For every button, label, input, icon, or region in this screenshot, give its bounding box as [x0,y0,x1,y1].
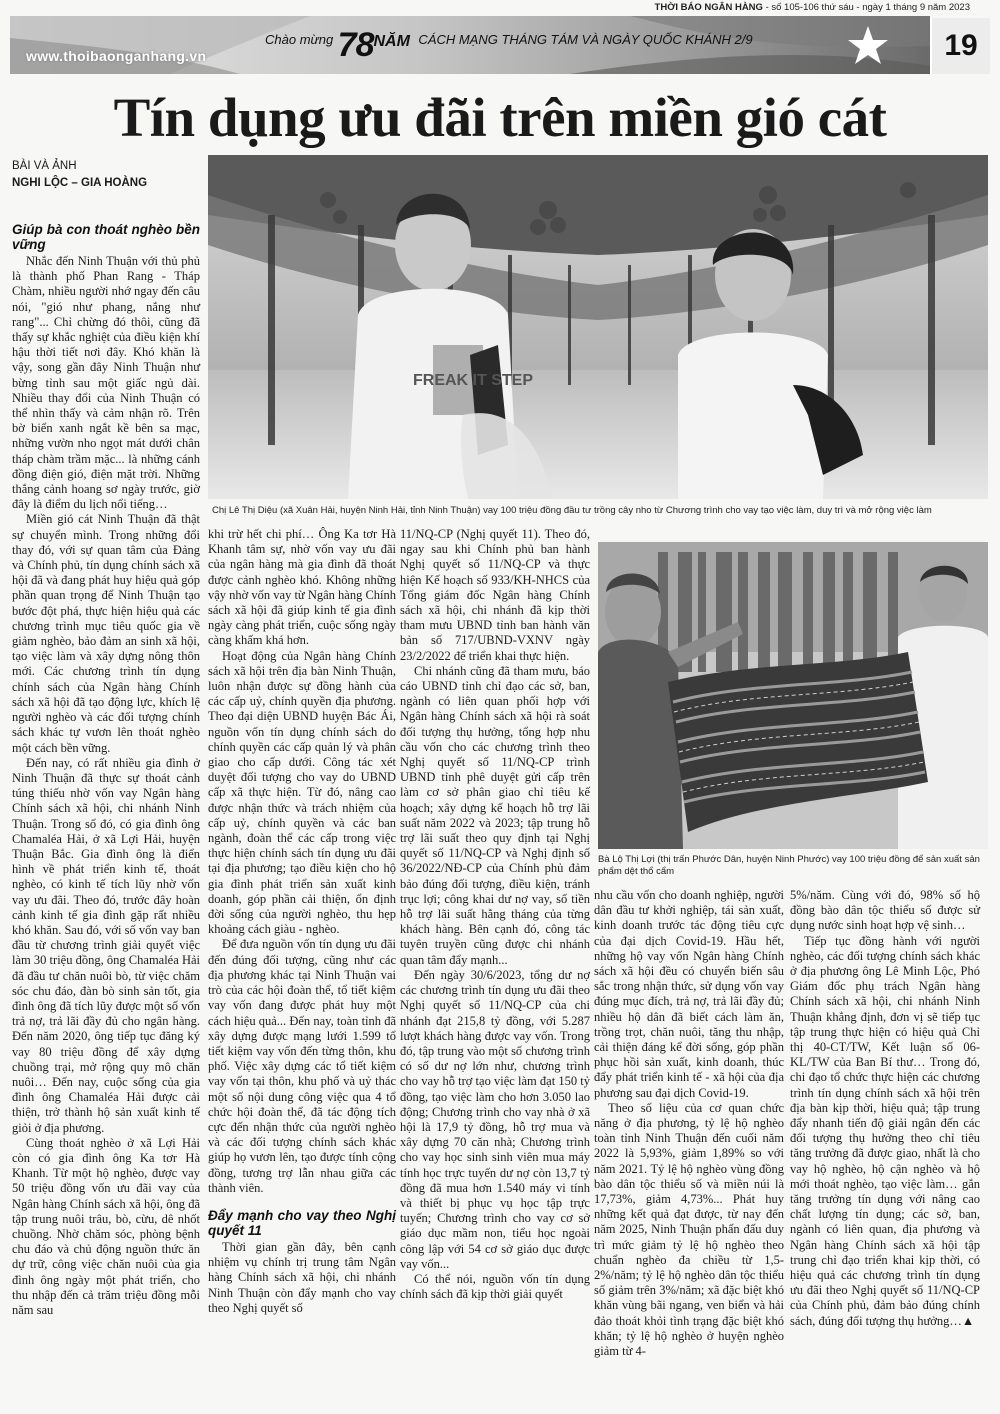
vineyard-illustration [208,155,988,499]
website-url[interactable]: www.thoibaonganhang.vn [26,48,207,64]
publication-name: THỜI BÁO NGÂN HÀNG [654,2,763,13]
paragraph: nhu cầu vốn cho doanh nghiệp, người dân đầu tư khởi nghiệp, tái sản xuất, kinh doanh trước tác động tiêu cực của đại dịch Covid-19. Hầu hết, những hộ vay vốn Ngân hàng Chính sách xã hội đều có chuyển biến sâu sắc trong nhận thức, sử dụng vốn vay đúng mục đích, trả nợ, trả lãi đầy đủ; nhiều hộ dân đã biết cách làm ăn, trồng trọt, chăn nuôi, tăng thu nhập, cải thiện đáng kể đời sống, góp phần phục hồi sản xuất, kinh doanh, thúc đẩy phát triển kinh tế - xã hội của địa phương sau đại dịch Covid-19. [594,888,784,1100]
page-number: 19 [930,18,990,74]
greeting-number: 78 [337,26,374,64]
anniversary-greeting [265,26,753,65]
paragraph: Nhắc đến Ninh Thuận với thủ phủ là thành phố Phan Rang - Tháp Chàm, nhiều người nhớ ngay đến câu nói, "gió như phang, nắng như rang"... Chỉ chừng đó thôi, cũng đã thấy sự khắc nghiệt của điều kiện khí hậu thời tiết nơi đây. Khó khăn là vậy, song gần đây Ninh Thuận như bừng tỉnh sau một giấc ngủ dài. Nhiều thay đổi của Ninh Thuận có thể nhìn thấy và cảm nhận rõ. Trên bờ biển xanh ngắt kề bên sa mạc, những vườn nho ngọt mát dưới chân tháp chàm trầm mặc... là những cánh đồng điện gió, điện mặt trời. Những thắng cảnh hoang sơ ngày trước, giờ đây là điểm du lịch nổi tiếng… [12,254,200,512]
article-column-1 [12,222,200,1318]
paragraph: Có thể nói, nguồn vốn tín dụng chính sách đã kịp thời giải quyết [400,1271,590,1302]
paragraph: Cùng thoát nghèo ở xã Lợi Hải còn có gia đình ông Ka tơr Hà Khanh. Từ một hộ nghèo, được vay 50 triệu đồng vốn ưu đãi vay của Ngân hàng Chính sách xã hội, ông đã tập trung nuôi trâu, bò, cừu, dê nhốt chuồng. Nhờ chăm sóc, phòng bệnh chu đáo và chủ động nguồn thức ăn dự trữ, công việc chăn nuôi của gia đình ông ngày một phát triển, cho thu nhập đến cả trăm triệu đồng mỗi năm sau [12,1135,200,1318]
paragraph: 11/NQ-CP (Nghị quyết 11). Theo đó, ngay sau khi Chính phủ ban hành Nghị quyết số 11/NQ-CP và thực hiện Kế hoạch số 933/KH-NHCS của Tổng giám đốc Ngân hàng Chính sách xã hội, chi nhánh đã kịp thời tham mưu UBND tỉnh ban hành văn bản số 717/UBND-VXNV ngày 23/2/2022 để triển khai thực hiện. [400,527,590,663]
masthead-info [655,2,970,13]
section-heading-2: Đẩy mạnh cho vay theo Nghị quyết 11 [208,1207,396,1238]
byline [12,158,147,192]
paragraph: Theo số liệu của cơ quan chức năng ở địa phương, tỷ lệ hộ nghèo toàn tỉnh Ninh Thuận đến cuối năm 2022 là 5,93%, giảm 1,89% so với năm 2021. Tỷ lệ hộ nghèo vùng đồng bào dân tộc thiểu số và miền núi là 17,73%, giảm 4,73%... Phát huy những kết quả đạt được, từ nay đến năm 2025, Ninh Thuận phấn đấu duy trì mức giảm tỷ lệ hộ nghèo theo chuẩn nghèo đa chiều từ 1,5-2%/năm; tỷ lệ hộ nghèo dân tộc thiểu số giảm trên 3%/năm; xã đặc biệt khó khăn vùng bãi ngang, ven biển và hải đảo thoát khỏi tình trạng đặc biệt khó khăn; tỷ lệ hộ nghèo ở huyện nghèo giảm từ 4- [594,1100,784,1359]
byline-authors: NGHI LỘC – GIA HOÀNG [12,177,148,189]
paragraph: Thời gian gần đây, bên cạnh nhiệm vụ chính trị trung tâm Ngân hàng Chính sách xã hội, chi nhánh Ninh Thuận còn đẩy mạnh cho vay theo Nghị quyết số [208,1239,396,1315]
brocade-illustration [598,542,988,849]
byline-label: BÀI VÀ ẢNH [12,160,77,172]
paragraph: Đến ngày 30/6/2023, tổng dư nợ các chương trình tín dụng ưu đãi theo Nghị quyết số 11/NQ-CP của chi nhánh đạt 215,8 tỷ đồng, với 5.287 lượt khách hàng được vay vốn. Trong đó, tập trung vào một số chương trình có số dư nợ lớn như, chương trình cho vay hỗ trợ tạo việc làm đạt 150 tỷ đồng, tạo việc làm cho hơn 3.050 lao động; Chương trình cho vay nhà ở xã hội là 17,9 tỷ đồng, hỗ trợ mua và xây dựng 70 căn nhà; Chương trình cho vay học sinh sinh viên mua máy tính học trực tuyến dư nợ còn 13,7 tỷ đồng đã mua hơn 1.540 máy vi tính và thiết bị phục vụ học tập trực tuyến; Chương trình cho vay cơ sở giáo dục mầm non, tiểu học ngoài công lập với 54 cơ sở giáo dục được vay vốn... [400,967,590,1271]
issue-info: - số 105-106 thứ sáu - ngày 1 tháng 9 năm 2023 [762,2,970,13]
article-column-4 [594,888,784,1359]
paragraph: Tiếp tục đồng hành với người nghèo, các đối tượng chính sách khác ở địa phương ông Lê Minh Lộc, Phó Giám đốc phụ trách Ngân hàng Chính sách xã hội, chi nhánh Ninh Thuận khẳng định, đơn vị sẽ tiếp tục tập trung thực hiện có hiệu quả Chỉ thị 40-CT/TW, Kết luận số 06-KL/TW của Ban Bí thư… Trong đó, chi đạo tổ chức thực hiện các chương trình tín dụng chính sách xã hội trên địa bàn kịp thời, hiệu quả; tập trung đẩy nhanh tiến độ giải ngân đến các đối tượng thụ hưởng theo chỉ tiêu tăng trưởng đã được giao, nhất là cho vay hộ nghèo, hộ cận nghèo và hộ mới thoát nghèo, tạo việc làm… gắn tăng trưởng tín dụng với nâng cao chất lượng tín dụng; các sở, ban, ngành có liên quan, địa phương và Ngân hàng Chính sách xã hội tập trung chỉ đạo triển khai kịp thời, có hiệu quả các chương trình tín dụng ưu đãi theo Nghị quyết số 11/NQ-CP của Chính phủ, đảm bảo đúng chính sách, đúng đối tượng thụ hưởng…▲ [790,933,980,1328]
paragraph: 5%/năm. Cùng với đó, 98% số hộ đồng bào dân tộc thiểu số được sử dụng nước sinh hoạt hợp vệ sinh… [790,888,980,933]
article-title: Tín dụng ưu đãi trên miền gió cát [113,87,887,148]
paragraph: Miền gió cát Ninh Thuận đã thật sự chuyển mình. Trong những đổi thay đó, với sự quan tâm của Đảng và Chính phủ, tín dụng chính sách xã hội đã và đang phát huy hiệu quả góp phần quan trọng để Ninh Thuận tạo bước đột phá, thực hiện hiệu quả các chương trình mục tiêu quốc gia về giảm nghèo, bảo đảm an sinh xã hội, tạo việc làm và xây dựng nông thôn mới. Các chương trình tín dụng chính sách của Ngân hàng Chính sách xã hội đã tạo động lực, khích lệ người nghèo và các đối tượng chính sách khác tự vươn lên thoát nghèo một cách bền vững. [12,512,200,755]
shirt-text: FREAK IT STEP [413,372,534,389]
greeting-prefix: Chào mừng [265,32,334,47]
greeting-rest: CÁCH MẠNG THÁNG TÁM VÀ NGÀY QUỐC KHÁNH 2/9 [418,32,753,47]
section-heading-1: Giúp bà con thoát nghèo bền vững [12,222,200,252]
photo-vineyard [208,155,988,499]
paragraph: khi trừ hết chi phí… Ông Ka tơr Hà Khanh tâm sự, nhờ vốn vay ưu đãi của ngân hàng mà gia đình đã thoát được cảnh nghèo khó. Không những vậy nhờ vốn vay từ Ngân hàng Chính sách xã hội đã giúp kinh tế gia đình ngày càng phát triển, cuộc sống ngày càng khấm khá hơn. [208,527,397,648]
star-icon [846,24,890,68]
greeting-unit: NĂM [373,33,410,50]
article-column-2 [208,527,396,1316]
paragraph: Để đưa nguồn vốn tín dụng ưu đãi đến đúng đối tượng, cũng như các địa phương khác tại Ninh Thuận vai trò của các hội đoàn thể, tổ tiết kiệm vay vốn đang được phát huy một cách hiệu quả... Đến nay, toàn tỉnh đã xây dựng được mạng lưới 1.599 tổ tiết kiệm vay vốn đến từng thôn, khu phố. Việc xây dựng các tổ tiết kiệm vay vốn tại thôn, khu phố và uỷ thác một số nội dung công việc qua 4 tổ chức hội đoàn thể, đã tác động tích cực đến nhận thức của người nghèo và các đối tượng chính sách khác giúp họ vươn lên, tạo được tính cộng đồng, tương trợ lẫn nhau giữa các thành viên. [208,937,396,1195]
paragraph: Đến nay, có rất nhiều gia đình ở Ninh Thuận đã thực sự thoát cảnh túng thiếu nhờ vốn vay Ngân hàng Chính sách xã hội, chi nhánh Ninh Thuận. Trong số đó, có gia đình ông Chamaléa Hải, ở xã Lợi Hải, huyện Thuận Bắc. Gia đình ông là điển hình về phát triển kinh tế, thoát nghèo, có kinh tế tích lũy nhờ vốn vay ưu đãi. Theo đó, trước đây hoàn cảnh kinh tế gia đình gặp rất nhiều khó khăn. Sau đó, với số vốn vay ban đầu từ chương trình giải quyết việc làm 30 triệu đồng, ông Chamaléa Hải đã đầu tư chăn nuôi bò, từ việc chăm sóc chu đáo, đàn bò sinh sản tốt, gia đình ông đã tích lũy được một số vốn trả nợ, trả lãi đầy đủ cho ngân hàng. Đến năm 2020, ông tiếp tục đăng ký vay 80 triệu đồng để xây dựng chuồng trại, mở rộng quy mô chăn nuôi… Đến nay, cuộc sống của gia đình ông Chamaléa Hải được cải thiện, trở thành hộ sản xuất kinh tế giỏi ở địa phương. [12,755,200,1135]
photo-brocade [598,542,988,849]
photo-caption-vineyard: Chị Lê Thị Diệu (xã Xuân Hải, huyện Ninh Hải, tỉnh Ninh Thuận) vay 100 triệu đồng đầu tư trồng cây nho từ Chương trình cho vay tạo việc làm, duy trì và mở rộng việc làm [212,505,932,516]
photo-caption-brocade: Bà Lộ Thị Lợi (thị trấn Phước Dân, huyện Ninh Phước) vay 100 triệu đồng để sản xuất sản phẩm dệt thổ cẩm [598,854,980,877]
paragraph: Hoạt động của Ngân hàng Chính sách xã hội trên địa bàn Ninh Thuận, luôn nhận được sự đồng hành của các cấp uỷ, chính quyền địa phương. Theo đại diện UBND huyện Bác Ái, nguồn vốn tín dụng chính sách do chính quyền các cấp quản lý và phân giao cho cấp dưới. Công tác xét duyệt đối tượng cho vay do UBND cấp xã thực hiện. Từ đó, nâng cao được nhận thức và trách nhiệm của cấp uỷ, chính quyền và các ban ngành, đoàn thể các cấp trong việc thực hiện chính sách tín dụng ưu đãi tại địa phương; tạo điều kiện cho hộ gia đình phát triển sản xuất kinh doanh, góp phần cải thiện, ổn định đời sống của người nghèo, thu hẹp khoảng cách giàu - nghèo. [208,648,396,937]
article-column-5 [790,888,980,1329]
article-column-3 [400,527,590,1302]
paragraph: Chi nhánh cũng đã tham mưu, báo cáo UBND tỉnh chỉ đạo các sở, ban, ngành có liên quan phối hợp với Ngân hàng Chính sách xã hội rà soát đối tượng thụ hưởng, tổng hợp nhu cầu vốn cho các chương trình theo Nghị quyết số 11/NQ-CP trình UBND tỉnh phê duyệt gửi cấp trên làm cơ sở phân giao chỉ tiêu kế hoạch; xây dựng kế hoạch hỗ trợ lãi suất năm 2022 và 2023; tập trung hỗ trợ lãi suất theo quy định tại Nghị quyết số 11/NQ-CP và Nghị định số 36/2022/NĐ-CP của Chính phủ đảm bảo đúng đối tượng, điều kiện, tránh trục lợi; công khai dư nợ vay, số tiền hỗ trợ lãi suất hằng tháng của từng khách hàng. Bên cạnh đó, công tác tuyên truyền cũng được chi nhánh quan tâm đẩy mạnh... [400,663,590,967]
header-banner [10,16,930,74]
